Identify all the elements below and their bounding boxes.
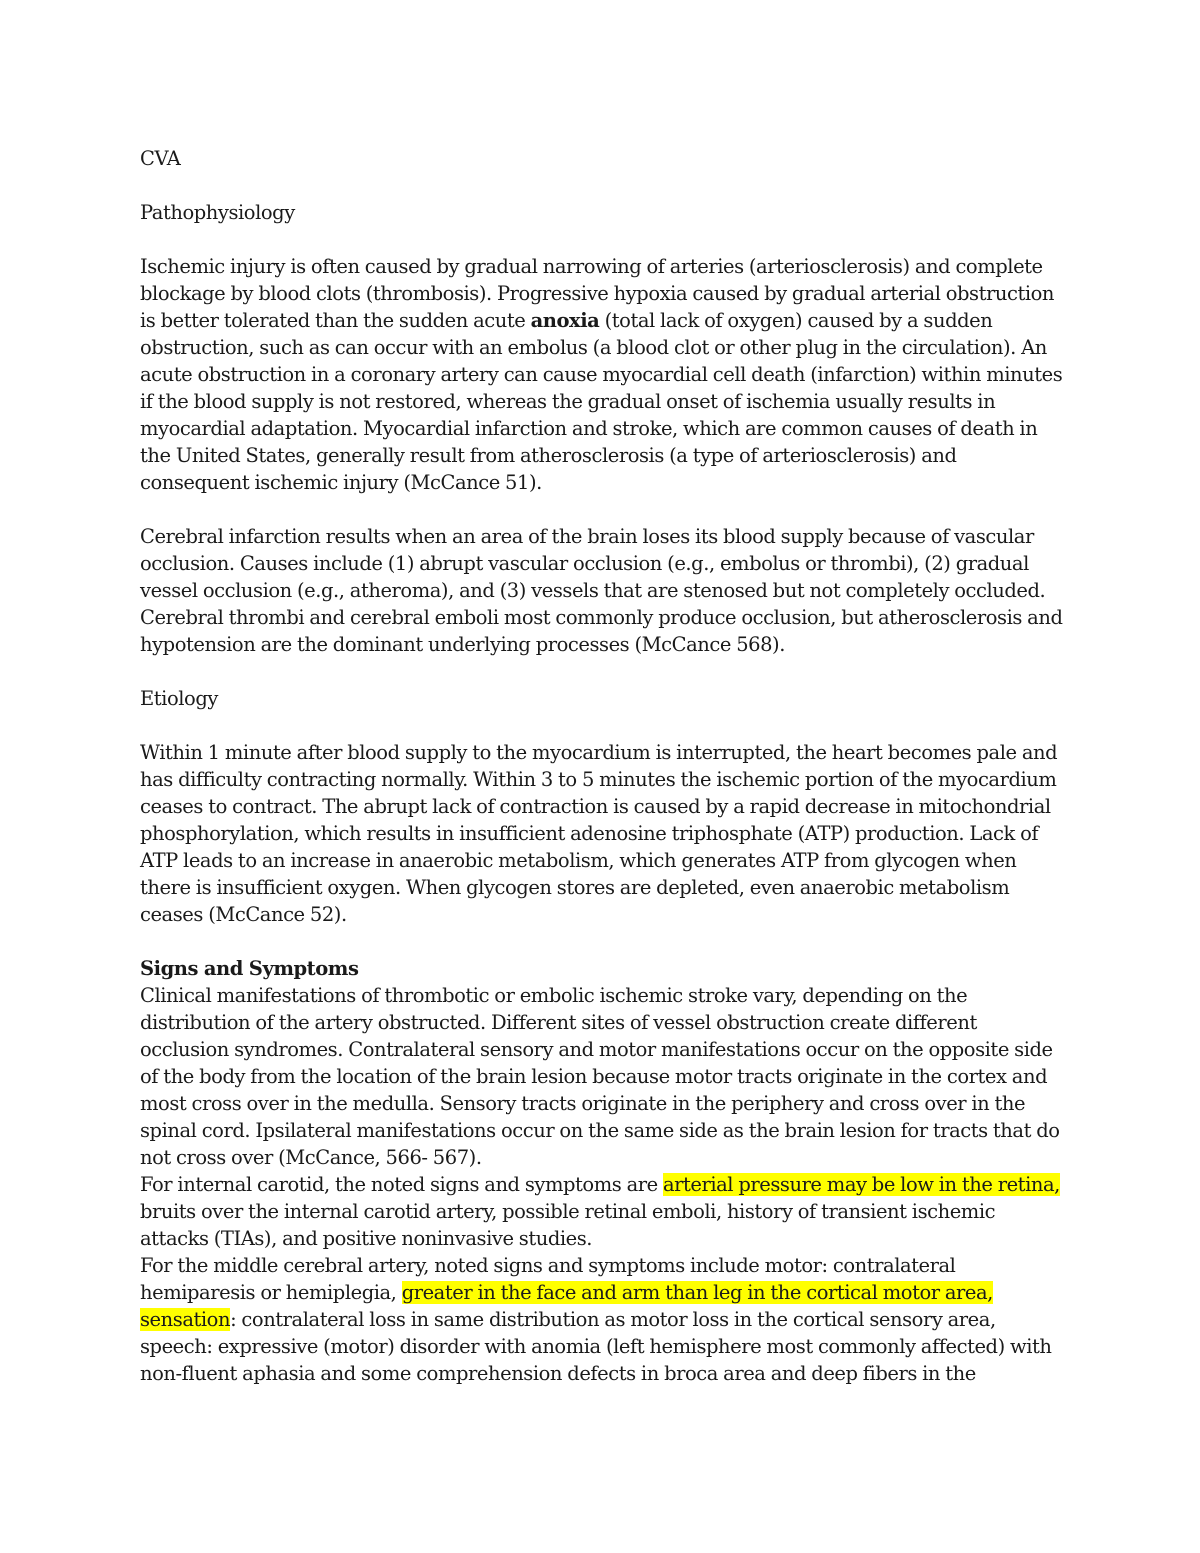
section-heading-signs-and-symptoms: Signs and Symptoms bbox=[140, 957, 359, 980]
bold-term-anoxia: anoxia bbox=[530, 309, 600, 332]
text-run: bruits over the internal carotid artery, possible retinal emboli, history of transient ischemic attacks (TIAs), and positive noninvasive studies. bbox=[140, 1200, 996, 1250]
text-run: For internal carotid, the noted signs and symptoms are bbox=[140, 1173, 663, 1196]
section-heading-etiology: Etiology bbox=[140, 687, 218, 710]
highlighted-text: arterial pressure may be low in the retina, bbox=[662, 1173, 1060, 1196]
signs-paragraph-2 bbox=[140, 1171, 1065, 1252]
text-run: : contralateral loss in same distribution as motor loss in the cortical sensory area, speech: expressive (motor) disorder with anomia (left hemisphere most commonly affected) with non-fluent aphasia and some comprehension defects in broca area and deep fibers in the bbox=[140, 1308, 1052, 1385]
text-run: For the middle cerebral artery, noted signs and symptoms include motor: contralateral hemiparesis or hemiplegia, bbox=[140, 1254, 956, 1304]
text-run: Ischemic injury is often caused by gradual narrowing of arteries (arteriosclerosis) and complete blockage by blood clots (thrombosis). Progressive hypoxia caused by gradual arterial obstruction is better tolerated than the sudden acute bbox=[140, 255, 1055, 332]
pathophysiology-paragraph-1 bbox=[140, 253, 1065, 496]
section-heading-pathophysiology: Pathophysiology bbox=[140, 201, 295, 224]
etiology-paragraph-1: Within 1 minute after blood supply to the myocardium is interrupted, the heart becomes pale and has difficulty contracting normally. Within 3 to 5 minutes the ischemic portion of the myocardium ceases to contract. The abrupt lack of contraction is caused by a rapid decrease in mitochondrial phosphorylation, which results in insufficient adenosine triphosphate (ATP) production. Lack of ATP leads to an increase in anaerobic metabolism, which generates ATP from glycogen when there is insufficient oxygen. When glycogen stores are depleted, even anaerobic metabolism ceases (McCance 52). bbox=[140, 741, 1058, 926]
document-title: CVA bbox=[140, 147, 181, 170]
signs-paragraph-1: Clinical manifestations of thrombotic or embolic ischemic stroke vary, depending on the distribution of the artery obstructed. Different sites of vessel obstruction create different occlusion syndromes. Contralateral sensory and motor manifestations occur on the opposite side of the body from the location of the brain lesion because motor tracts originate in the cortex and most cross over in the medulla. Sensory tracts originate in the periphery and cross over in the spinal cord. Ipsilateral manifestations occur on the same side as the brain lesion for tracts that do not cross over (McCance, 566- 567). bbox=[140, 984, 1060, 1169]
highlighted-text: sensation bbox=[140, 1308, 231, 1331]
highlighted-text: greater in the face and arm than leg in the cortical motor area, bbox=[401, 1281, 993, 1304]
pathophysiology-paragraph-2: Cerebral infarction results when an area of the brain loses its blood supply because of vascular occlusion. Causes include (1) abrupt vascular occlusion (e.g., embolus or thrombi), (2) gradual vessel occlusion (e.g., atheroma), and (3) vessels that are stenosed but not completely occluded. Cerebral thrombi and cerebral emboli most commonly produce occlusion, but atherosclerosis and hypotension are the dominant underlying processes (McCance 568). bbox=[140, 525, 1063, 656]
document-page bbox=[140, 145, 1065, 1387]
signs-paragraph-3 bbox=[140, 1252, 1065, 1387]
text-run: (total lack of oxygen) caused by a sudden obstruction, such as can occur with an embolus (a blood clot or other plug in the circulation). An acute obstruction in a coronary artery can cause myocardial cell death (infarction) within minutes if the blood supply is not restored, whereas the gradual onset of ischemia usually results in myocardial adaptation. Myocardial infarction and stroke, which are common causes of death in the United States, generally result from atherosclerosis (a type of arteriosclerosis) and consequent ischemic injury (McCance 51). bbox=[140, 309, 1063, 494]
